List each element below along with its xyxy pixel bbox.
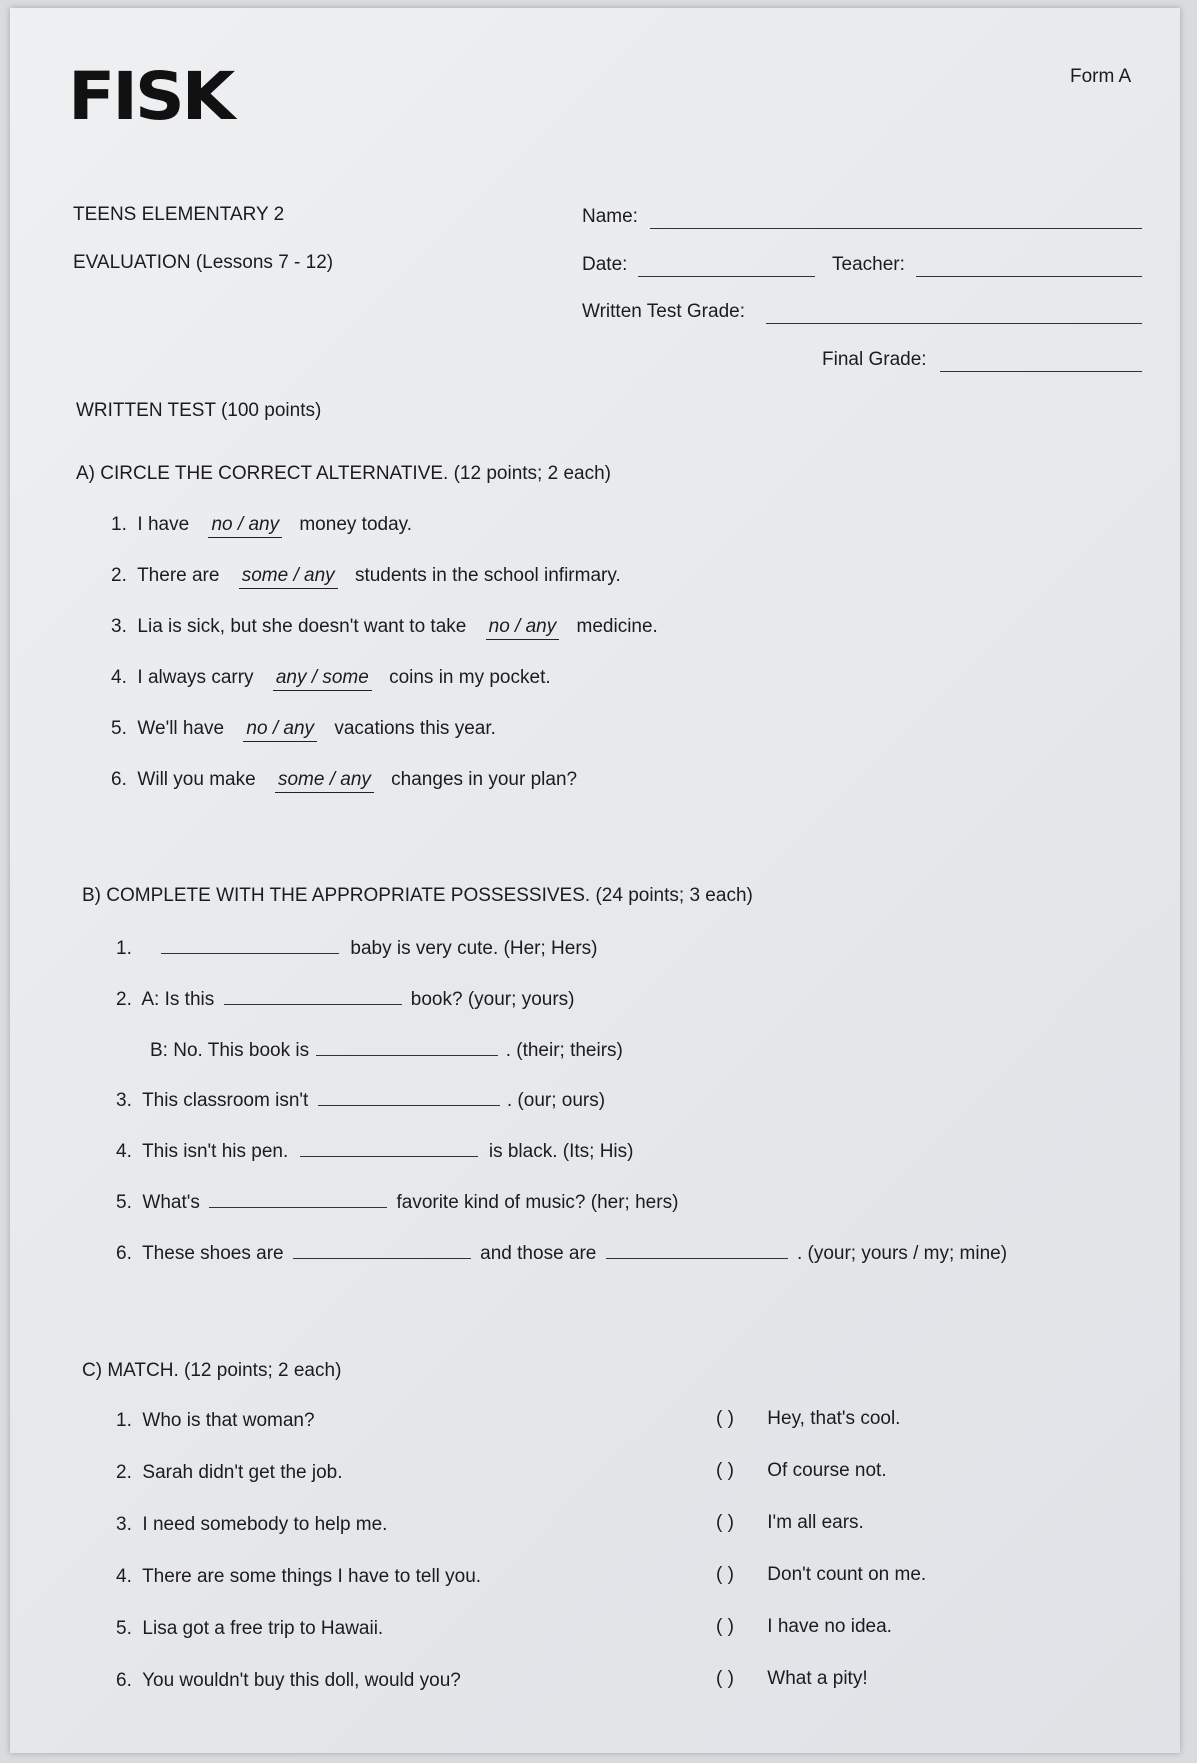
match-question (116, 1462, 343, 1484)
item-text: is black. (Its; His) (488, 1141, 634, 1162)
alternative-options[interactable]: some / any (239, 565, 338, 589)
name-label: Name: (582, 206, 638, 227)
name-field[interactable] (650, 228, 1142, 229)
section-b-item (150, 1037, 623, 1062)
final-grade-label: Final Grade: (822, 349, 927, 370)
match-answer (716, 1616, 892, 1638)
item-text: This isn't his pen. (142, 1141, 289, 1162)
form-label: Form A (1070, 66, 1132, 87)
item-number: 1. (116, 938, 132, 959)
item-number: 5. (116, 1192, 132, 1213)
alternative-options[interactable]: no / any (243, 718, 317, 742)
answer-parentheses[interactable]: ( ) (716, 1616, 734, 1637)
item-number: 3. (116, 1090, 132, 1111)
section-c-title: C) MATCH. (12 points; 2 each) (82, 1360, 342, 1381)
item-text: No. This book is (173, 1040, 310, 1061)
item-text: medicine. (576, 616, 658, 637)
item-number: 2. (116, 989, 132, 1010)
section-a-item (111, 769, 577, 793)
section-a-item (111, 667, 551, 691)
section-a-item (111, 616, 658, 640)
item-text: . (your; yours / my; mine) (796, 1243, 1008, 1264)
item-text: Lisa got a free trip to Hawaii. (142, 1618, 384, 1639)
item-number: 4. (116, 1141, 132, 1162)
test-sheet (10, 8, 1180, 1753)
section-b-item (116, 935, 598, 960)
item-text: Of course not. (767, 1460, 887, 1481)
item-number: 2. (116, 1462, 132, 1483)
item-number: 6. (116, 1670, 132, 1691)
date-label: Date: (582, 254, 628, 275)
alternative-options[interactable]: no / any (208, 514, 282, 538)
item-number: 5. (116, 1618, 132, 1639)
answer-blank[interactable] (293, 1240, 471, 1259)
match-answer (716, 1460, 887, 1482)
item-text: Don't count on me. (767, 1564, 927, 1585)
match-answer (716, 1512, 864, 1534)
item-text: and those are (480, 1243, 597, 1264)
item-text: What a pity! (767, 1668, 868, 1689)
written-test-title: WRITTEN TEST (100 points) (76, 400, 322, 421)
section-a-title: A) CIRCLE THE CORRECT ALTERNATIVE. (12 points; 2 each) (76, 463, 611, 484)
teacher-label: Teacher: (832, 254, 905, 275)
match-question (116, 1514, 387, 1536)
alternative-options[interactable]: any / some (273, 667, 372, 691)
item-text: . (our; ours) (506, 1090, 606, 1111)
section-b-item (116, 1240, 1007, 1265)
answer-parentheses[interactable]: ( ) (716, 1460, 734, 1481)
answer-blank[interactable] (224, 986, 402, 1005)
answer-blank[interactable] (316, 1037, 498, 1056)
section-a-item (111, 514, 412, 538)
item-number: 1. (116, 1410, 132, 1431)
item-text: changes in your plan? (391, 769, 578, 790)
match-question (116, 1566, 481, 1588)
speaker-label: B: (150, 1040, 168, 1061)
item-text: I have no idea. (767, 1616, 892, 1637)
item-number: 2. (111, 565, 127, 586)
section-a-item (111, 718, 496, 742)
item-number: 3. (116, 1514, 132, 1535)
item-number: 3. (111, 616, 127, 637)
item-text: money today. (299, 514, 413, 535)
item-text: There are (137, 565, 220, 586)
fisk-logo: FISK (68, 58, 233, 135)
answer-blank[interactable] (161, 935, 339, 954)
item-number: 4. (111, 667, 127, 688)
item-text: Is this (164, 989, 215, 1010)
item-text: . (their; theirs) (505, 1040, 623, 1061)
section-b-item (116, 1189, 678, 1214)
match-question (116, 1618, 383, 1640)
evaluation-title: EVALUATION (Lessons 7 - 12) (73, 252, 334, 273)
item-text: I have (137, 514, 190, 535)
item-text: I always carry (137, 667, 254, 688)
section-a-item (111, 565, 621, 589)
item-text: We'll have (137, 718, 225, 739)
answer-parentheses[interactable]: ( ) (716, 1408, 734, 1429)
item-text: This classroom isn't (142, 1090, 309, 1111)
section-b-item (116, 986, 574, 1011)
item-text: I'm all ears. (767, 1512, 864, 1533)
item-text: favorite kind of music? (her; hers) (396, 1192, 679, 1213)
date-field[interactable] (638, 276, 815, 277)
section-b-item (116, 1138, 633, 1163)
section-b-item (116, 1087, 605, 1112)
item-text: What's (142, 1192, 200, 1213)
item-text: baby is very cute. (Her; Hers) (350, 938, 598, 959)
answer-parentheses[interactable]: ( ) (716, 1668, 734, 1689)
item-text: You wouldn't buy this doll, would you? (142, 1670, 461, 1691)
item-text: book? (your; yours) (410, 989, 575, 1010)
item-text: coins in my pocket. (389, 667, 551, 688)
course-title: TEENS ELEMENTARY 2 (73, 204, 285, 225)
item-number: 4. (116, 1566, 132, 1587)
item-text: These shoes are (142, 1243, 284, 1264)
item-text: Will you make (137, 769, 256, 790)
item-text: Lia is sick, but she doesn't want to take (137, 616, 467, 637)
section-b-title: B) COMPLETE WITH THE APPROPRIATE POSSESSIVES. (24 points; 3 each) (82, 885, 753, 906)
alternative-options[interactable]: no / any (486, 616, 560, 640)
item-number: 6. (116, 1243, 132, 1264)
item-text: vacations this year. (334, 718, 496, 739)
final-grade-field[interactable] (940, 371, 1142, 372)
item-text: There are some things I have to tell you. (142, 1566, 482, 1587)
item-text: Sarah didn't get the job. (142, 1462, 343, 1483)
alternative-options[interactable]: some / any (275, 769, 374, 793)
speaker-label: A: (141, 989, 160, 1010)
answer-blank[interactable] (209, 1189, 387, 1208)
item-number: 6. (111, 769, 127, 790)
item-number: 5. (111, 718, 127, 739)
item-text: Hey, that's cool. (767, 1408, 901, 1429)
answer-blank[interactable] (318, 1087, 500, 1106)
answer-blank[interactable] (606, 1240, 788, 1259)
match-answer (716, 1668, 868, 1690)
match-answer (716, 1564, 926, 1586)
match-question (116, 1670, 461, 1692)
item-number: 1. (111, 514, 127, 535)
match-answer (716, 1408, 900, 1430)
teacher-field[interactable] (916, 276, 1142, 277)
answer-parentheses[interactable]: ( ) (716, 1512, 734, 1533)
written-grade-field[interactable] (766, 323, 1142, 324)
item-text: Who is that woman? (142, 1410, 315, 1431)
item-text: students in the school infirmary. (354, 565, 621, 586)
item-text: I need somebody to help me. (142, 1514, 388, 1535)
written-grade-label: Written Test Grade: (582, 301, 745, 322)
match-question (116, 1410, 315, 1432)
answer-parentheses[interactable]: ( ) (716, 1564, 734, 1585)
answer-blank[interactable] (300, 1138, 478, 1157)
